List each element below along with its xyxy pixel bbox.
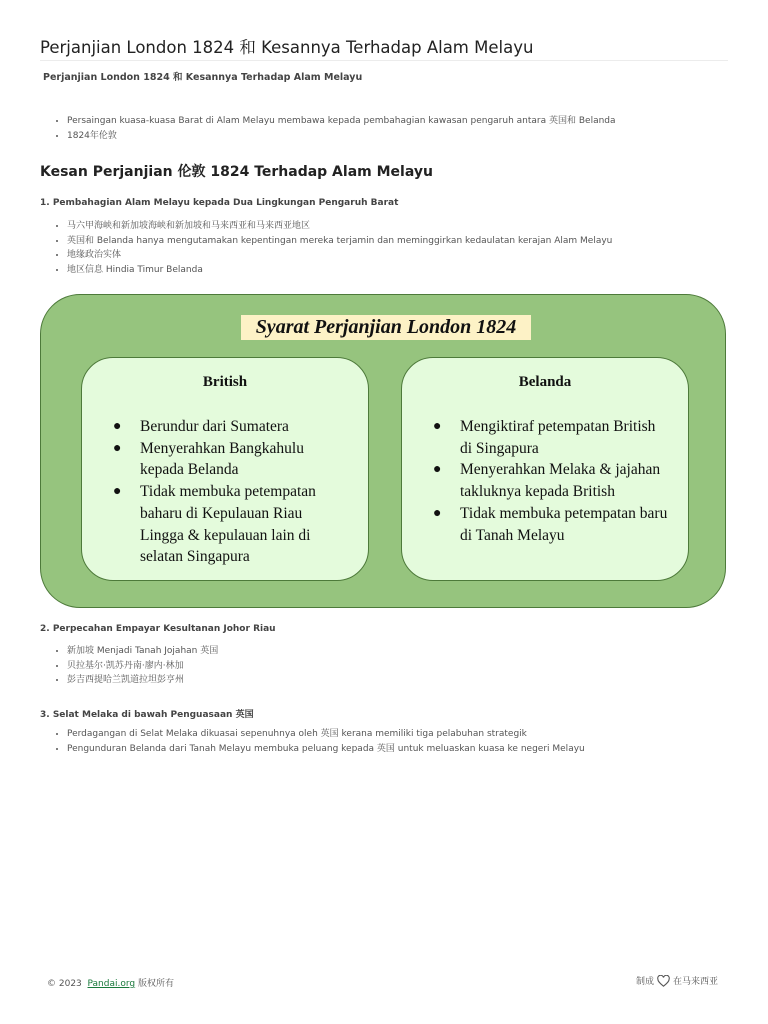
list-item: • 马六甲海峡和新加坡海峡和新加坡和马来西亚和马来西亚地区 <box>67 219 612 234</box>
intro-list <box>40 114 616 143</box>
belanda-terms-box <box>401 357 689 581</box>
footer-made-in <box>636 974 718 987</box>
list-item: ● Berundur dari Sumatera <box>140 416 340 438</box>
british-terms-list <box>82 416 340 568</box>
list-item: • 英国和 Belanda hanya mengutamakan kepentingan mereka terjamin dan meminggirkan kedaulatan kerajan Alam Melayu <box>67 234 612 249</box>
subsection-heading-3: 3. Selat Melaka di bawah Penguasaan 英国 <box>40 710 254 720</box>
belanda-heading: Belanda <box>518 374 572 390</box>
heart-outline-icon <box>657 975 670 987</box>
figure-title: Syarat Perjanjian London 1824 <box>241 315 531 340</box>
title-divider <box>40 60 728 61</box>
subsection-2-list <box>40 644 218 688</box>
page-subtitle: Perjanjian London 1824 和 Kesannya Terhadap Alam Melayu <box>43 72 363 83</box>
list-item: • 彭吉西提哈兰凯道拉坦彭亨州 <box>67 673 218 688</box>
made-text: 制成 <box>636 977 655 987</box>
british-terms-box <box>81 357 369 581</box>
bullet-icon: ● <box>113 440 122 456</box>
list-item: ● Menyerahkan Melaka & jajahan takluknya kepada British <box>433 461 661 501</box>
section-heading: Kesan Perjanjian 伦敦 1824 Terhadap Alam Melayu <box>40 164 433 180</box>
bullet-icon: ● <box>433 462 442 478</box>
page-title: Perjanjian London 1824 和 Kesannya Terhadap Alam Melayu <box>40 38 534 57</box>
list-item: • 新加坡 Menjadi Tanah Jojahan 英国 <box>67 644 218 659</box>
belanda-terms-list <box>402 416 670 546</box>
subsection-heading-2: 2. Perpecahan Empayar Kesultanan Johor Riau <box>40 624 276 634</box>
pandai-link[interactable]: Pandai.org <box>87 979 136 989</box>
subsection-3-list <box>40 727 585 756</box>
rights-text: 版权所有 <box>137 979 174 989</box>
list-item: • Pengunduran Belanda dari Tanah Melayu membuka peluang kepada 英国 untuk meluaskan kuasa ke negeri Melayu <box>67 742 585 757</box>
bullet-icon: ● <box>433 419 442 434</box>
treaty-terms-figure <box>40 294 726 608</box>
footer-copyright <box>47 976 174 989</box>
list-item: • 地区信息 Hindia Timur Belanda <box>67 263 612 278</box>
list-item: • 贝拉基尔·凯苏丹南·廖内·林加 <box>67 659 218 674</box>
list-item: ● Tidak membuka petempatan baharu di Kepulauan Riau Lingga & kepulauan lain di selatan Singapura <box>113 483 316 566</box>
bullet-icon: ● <box>113 419 122 434</box>
location-text: 在马来西亚 <box>673 977 719 987</box>
list-item: • Perdagangan di Selat Melaka dikuasai sepenuhnya oleh 英国 kerana memiliki tiga pelabuhan strategik <box>67 727 585 742</box>
list-item: ● Tidak membuka petempatan baru di Tanah Melayu <box>433 504 668 544</box>
list-item: • Persaingan kuasa-kuasa Barat di Alam Melayu membawa kepada pembahagian kawasan pengaruh antara 英国和 Belanda <box>67 114 616 129</box>
list-item: • 地缘政治实体 <box>67 248 612 263</box>
list-item: ● Mengiktiraf petempatan British di Singapura <box>433 418 656 457</box>
british-heading: British <box>202 374 248 390</box>
subsection-1-list <box>40 219 612 277</box>
bullet-icon: ● <box>433 505 442 521</box>
copyright-text: © 2023 <box>47 979 82 989</box>
subsection-heading-1: 1. Pembahagian Alam Melayu kepada Dua Lingkungan Pengaruh Barat <box>40 198 399 208</box>
bullet-icon: ● <box>113 484 122 500</box>
list-item: ● Menyerahkan Bangkahulu kepada Belanda <box>113 439 304 479</box>
list-item: • 1824年伦敦 <box>67 129 616 144</box>
